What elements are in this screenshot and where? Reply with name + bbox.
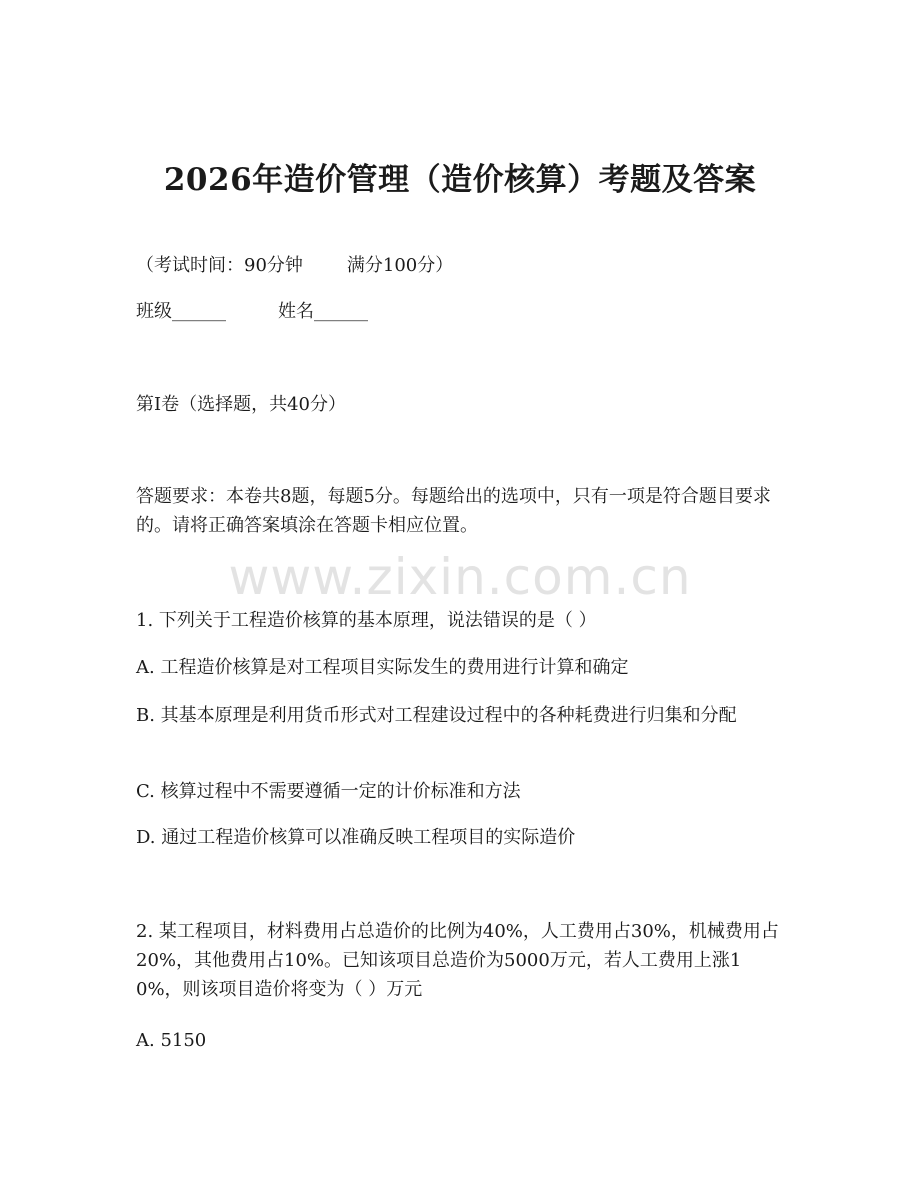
full-score: 满分100分） — [346, 255, 454, 276]
question-2-stem: 2. 某工程项目，材料费用占总造价的比例为40%，人工费用占30%，机械费用占20%，其他费用占10%。已知该项目总造价为5000万元，若人工费用上涨10%，则该项目造价将变为（ ）万元 — [136, 921, 779, 1000]
question-1-stem: 1. 下列关于工程造价核算的基本原理，说法错误的是（ ） — [136, 610, 597, 631]
question-1-option-c[interactable]: C. 核算过程中不需要遵循一定的计价标准和方法 — [136, 781, 521, 802]
exam-info — [136, 254, 786, 278]
question-1-option-a[interactable]: A. 工程造价核算是对工程项目实际发生的费用进行计算和确定 — [136, 657, 629, 678]
exam-time: （考试时间：90分钟 — [136, 255, 303, 276]
instructions: 答题要求：本卷共8题，每题5分。每题给出的选项中，只有一项是符合题目要求的。请将正确答案填涂在答题卡相应位置。 — [136, 486, 771, 536]
watermark: www.zixin.com.cn — [228, 548, 692, 606]
page-title: 2026年造价管理（造价核算）考题及答案 — [163, 162, 757, 198]
student-info — [136, 300, 786, 324]
name-field[interactable]: 姓名______ — [278, 301, 368, 322]
question-1-option-b[interactable]: B. 其基本原理是利用货币形式对工程建设过程中的各种耗费进行归集和分配 — [136, 705, 737, 726]
question-1-option-d[interactable]: D. 通过工程造价核算可以准确反映工程项目的实际造价 — [136, 827, 576, 848]
class-field[interactable]: 班级______ — [136, 301, 226, 322]
section-header: 第I卷（选择题，共40分） — [136, 394, 347, 415]
question-2-option-a[interactable]: A. 5150 — [136, 1030, 207, 1051]
